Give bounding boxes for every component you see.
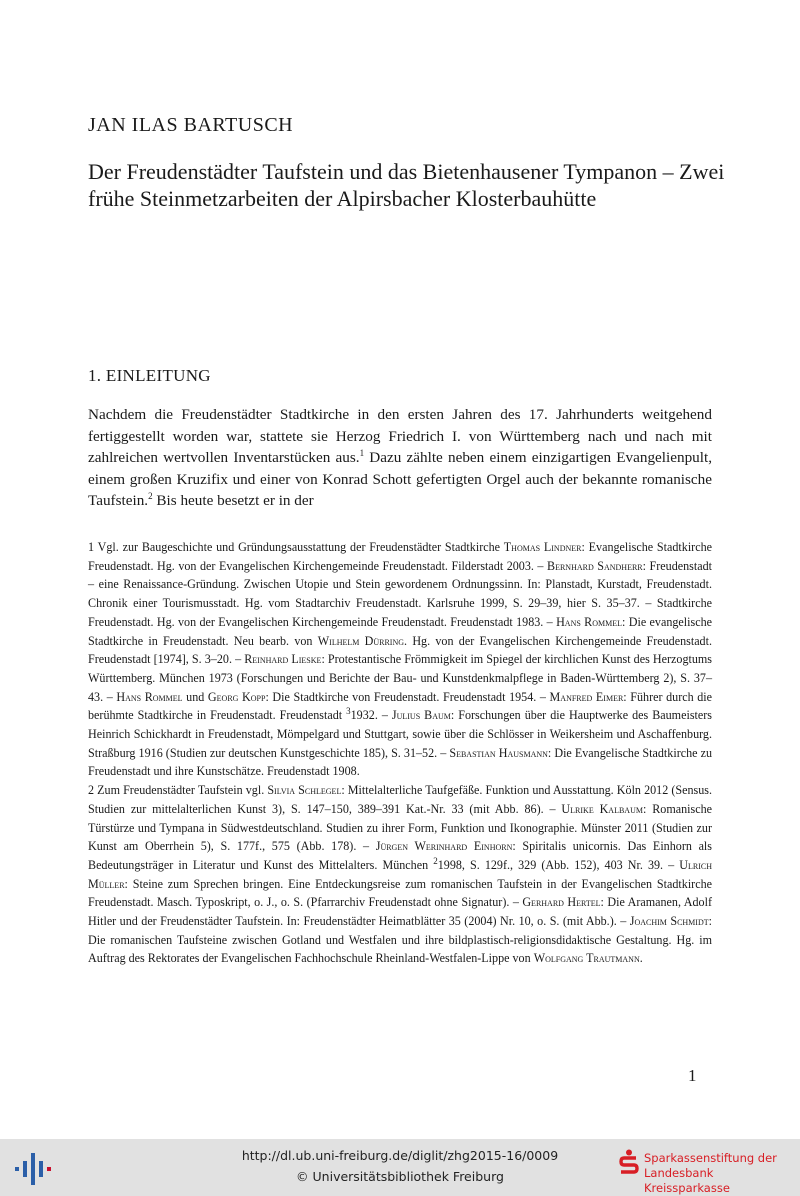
cited-author-name: Ulrich Müller <box>88 857 712 891</box>
footnote-text: : Die Evangelische Stadtkirche zu Freudenstadt und ihre Kunstschätze. Freudenstadt 1908. <box>88 745 712 779</box>
cited-author-name: Joachim Schmidt <box>629 914 709 929</box>
sparkasse-s <box>621 1158 637 1172</box>
sponsor-line: Sparkassenstiftung der <box>644 1151 777 1165</box>
footnote-text: : Die evangelische Stadtkirche in Freudenstadt. Neu bearb. von <box>88 614 712 648</box>
footnote-text: : Steine zum Sprechen bringen. Eine Entdeckungsreise zum romanischen Taufstein in der Evangelischen Stadtkirche Freudenstadt. Masch. Typoskript, o. J., o. S. (Pfarrarchiv Freudenstadt ohne Signatur). – <box>88 876 712 910</box>
footnote-text: : Die Aramanen, Adolf Hitler und der Freudenstädter Taufstein. In: Freudenstädter Heimatblätter 35 (2004) Nr. 10, o. S. (mit Abb.). – <box>88 895 712 929</box>
cited-author-name: Bernhard Sandherr <box>547 558 643 573</box>
footnote-text: . <box>639 951 643 966</box>
footnotes <box>88 538 712 968</box>
cited-author-name: Sebastian Hausmann <box>449 745 548 760</box>
cited-author-name: Thomas Lindner <box>503 540 582 554</box>
footnote-ref-link[interactable]: 2 <box>148 490 153 501</box>
footnote-1 <box>88 538 712 781</box>
sparkasse-s-icon[interactable] <box>618 1149 640 1177</box>
footer-copyright: © Universitätsbibliothek Freiburg <box>296 1169 504 1184</box>
footnote-text: 2 Zum Freudenstädter Taufstein vgl. <box>88 783 268 798</box>
footnote-text: und <box>182 689 208 704</box>
footnote-text: : Mittelalterliche Taufgefäße. Funktion und Ausstattung. Köln 2012 (Sensus. Studien zur mittelalterlichen Kunst 3), S. 147–150, 389–391 Kat.-Nr. 33 (mit Abb. 86). – <box>88 783 712 816</box>
body-text-part: Dazu zählte neben einem einzigartigen Evangelienpult, einem großen Kruzifix und einer von Konrad Schott gefertigten Orgel auch der bekannte romanische Taufstein. <box>88 449 712 509</box>
footnote-text: 1998, S. 129f., 329 (Abb. 152), 403 Nr. 39. – <box>437 857 680 872</box>
cited-author-name: Silvia Schlegel <box>267 783 342 798</box>
footnote-text: . Hg. von der Evangelischen Kirchengemeinde Freudenstadt. Freudenstadt [1974], S. 3–20. – <box>88 633 712 667</box>
footnote-text: 1 Vgl. zur Baugeschichte und Gründungsausstattung der Freudenstädter Stadtkirche <box>88 540 504 554</box>
footnote-text: : Führer durch die berühmte Stadtkirche in Freudenstadt. Freudenstadt <box>88 689 713 723</box>
cited-author-name: Jürgen Werinhard Einhorn <box>375 839 513 854</box>
edition-superscript: 2 <box>433 855 438 866</box>
footnote-text: : Spiritalis unicornis. Das Einhorn als Bedeutungsträger in Literatur und Kunst des Mittelalters. München <box>88 839 713 872</box>
cited-author-name: Julius Baum <box>391 708 451 723</box>
cited-author-name: Georg Kopp <box>207 689 266 704</box>
sponsor-line: Landesbank Kreissparkasse <box>644 1166 730 1195</box>
cited-author-name: Manfred Eimer <box>549 689 624 704</box>
cited-author-name: Wilhelm Dürring <box>317 633 405 648</box>
author-name: JAN ILAS BARTUSCH <box>88 114 294 136</box>
article-title: Der Freudenstädter Taufstein und das Bietenhausener Tympanon – Zwei frühe Steinmetzarbeiten der Alpirsbacher Klosterbauhütte <box>88 159 725 211</box>
footnote-text: : Evangelische Stadtkirche Freudenstadt. Hg. von der Evangelischen Kirchengemeinde Freudenstadt. Filderstadt 2003. – <box>88 540 712 573</box>
section-heading: 1. EINLEITUNG <box>88 366 211 385</box>
page-number: 1 <box>688 1066 697 1085</box>
body-paragraph <box>88 404 712 512</box>
footnote-text: : Die Stadtkirche von Freudenstadt. Freudenstadt 1954. – <box>265 689 550 704</box>
footnote-text: 1932. – <box>350 708 392 723</box>
footnote-ref-link[interactable]: 1 <box>359 447 365 458</box>
footer-url-link[interactable]: http://dl.ub.uni-freiburg.de/diglit/zhg2015-16/0009 <box>241 1148 559 1163</box>
footnote-text: : Die romanischen Taufsteine zwischen Gotland und Westfalen und ihre bildplastisch-religionsdidaktische Gestaltung. Hg. im Auftrag des Rektorates der Evangelischen Fachhochschule Rheinland-Westfalen-Lippe von <box>88 914 713 966</box>
cited-author-name: Reinhard Lieske <box>244 652 322 667</box>
sparkasse-dot <box>626 1150 632 1156</box>
cited-author-name: Hans Rommel <box>116 689 183 704</box>
footer-bar <box>0 1139 800 1196</box>
footnote-text: : Romanische Türstürze und Tympana in Südwestdeutschland. Studien zu ihrer Form, Funktion und Ikonographie. Münster 2011 (Studien zur Kunst am Oberrhein 5), S. 177f., 575 (Abb. 178). – <box>88 801 712 854</box>
sponsor-text[interactable] <box>644 1151 800 1196</box>
cited-author-name: Ulrike Kalbaum <box>561 801 643 816</box>
body-text <box>88 404 712 512</box>
footnote-text: : Protestantische Frömmigkeit im Spiegel der kirchlichen Kunst des Herzogtums Württemberg. München 1973 (Forschungen und Berichte der Bau- und Kunstdenkmalpflege in Baden-Württemberg 2), S. 37–43. – <box>88 652 713 704</box>
body-text-part: Bis heute besetzt er in der <box>152 492 314 509</box>
footnote-2 <box>88 781 712 968</box>
footnote-text: : Forschungen über die Hauptwerke des Baumeisters Heinrich Schickhardt in Freudenstadt, Mömpelgard und Stuttgart, sowie über die Schlösser in Weikersheim und Aschaffenburg. Straßburg 1916 (Studien zur deutschen Kunstgeschichte 185), S. 31–52. – <box>88 708 712 760</box>
body-text-part: Nachdem die Freudenstädter Stadtkirche in den ersten Jahren des 17. Jahrhunderts weitgehend fertiggestellt worden war, stattete sie Herzog Friedrich I. von Württemberg nach und nach mit zahlreichen wertvollen Inventarstücken aus. <box>88 406 712 466</box>
cited-author-name: Wolfgang Trautmann <box>533 951 640 966</box>
cited-author-name: Hans Rommel <box>556 614 623 629</box>
cited-author-name: Gerhard Hertel <box>522 895 601 910</box>
edition-superscript: 3 <box>346 706 351 717</box>
footnote-text: : Freudenstadt – eine Renaissance-Gründung. Zwischen Utopie und Stein gewordenem Ordnungssinn. In: Planstadt, Kurstadt, Freudenstadt. Chronik einer Tourismusstadt. Hg. vom Stadtarchiv Freudenstadt. Karlsruhe 1999, S. 29–39, hier S. 35–37. – Stadtkirche Freudenstadt. Hg. von der Evangelischen Kirchengemeinde Freudenstadt. Freudenstadt 1983. – <box>88 558 713 629</box>
